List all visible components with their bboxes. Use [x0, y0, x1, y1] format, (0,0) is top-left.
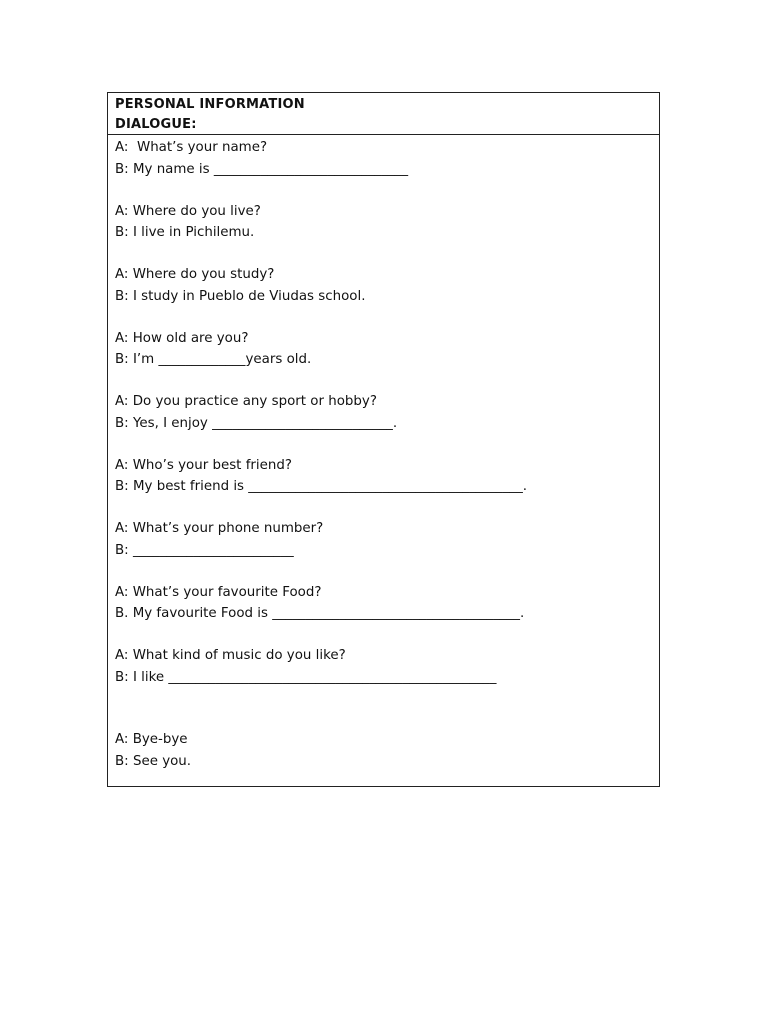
dialogue-exchange	[115, 645, 659, 688]
dialogue-exchange	[115, 729, 659, 772]
dialogue-exchange	[115, 201, 659, 244]
question-line: A: Where do you study?	[115, 267, 275, 282]
answer-line: B: Yes, I enjoy ___________________________.	[115, 415, 398, 431]
dialogue-exchange	[115, 455, 659, 498]
question-line: A: What’s your name?	[115, 140, 268, 155]
answer-line: B: I like _________________________________________________	[115, 669, 497, 685]
question-line: A: Bye-bye	[115, 732, 188, 747]
question-line: A: Who’s your best friend?	[115, 457, 292, 473]
answer-line: B: I’m _____________years old.	[115, 352, 312, 367]
answer-line: B: I study in Pueblo de Viudas school.	[115, 288, 366, 304]
dialogue-exchange	[115, 391, 659, 434]
dialogue-exchange	[115, 582, 659, 625]
question-line: A: Where do you live?	[115, 203, 261, 219]
answer-line: B: My best friend is _________________________________________.	[115, 479, 528, 494]
answer-line: B: See you.	[115, 753, 192, 769]
dialogue-worksheet	[107, 92, 660, 787]
dialogue-exchange	[115, 137, 659, 180]
dialogue-exchange	[115, 264, 659, 307]
answer-line: B: My name is _____________________________	[115, 161, 409, 177]
worksheet-header	[108, 93, 659, 135]
dialogue-body	[108, 135, 659, 772]
dialogue-exchange	[115, 518, 659, 561]
dialogue-exchange	[115, 328, 659, 371]
answer-line: B: I live in Pichilemu.	[115, 225, 255, 240]
worksheet-title: PERSONAL INFORMATION	[115, 97, 305, 112]
question-line: A: What’s your phone number?	[115, 521, 324, 536]
answer-line: B: ________________________	[115, 542, 294, 558]
worksheet-subtitle: DIALOGUE:	[115, 117, 197, 132]
question-line: A: How old are you?	[115, 330, 249, 346]
question-line: A: What’s your favourite Food?	[115, 584, 322, 600]
question-line: A: Do you practice any sport or hobby?	[115, 394, 377, 409]
answer-line: B. My favourite Food is _____________________________________.	[115, 606, 525, 621]
question-line: A: What kind of music do you like?	[115, 648, 346, 663]
